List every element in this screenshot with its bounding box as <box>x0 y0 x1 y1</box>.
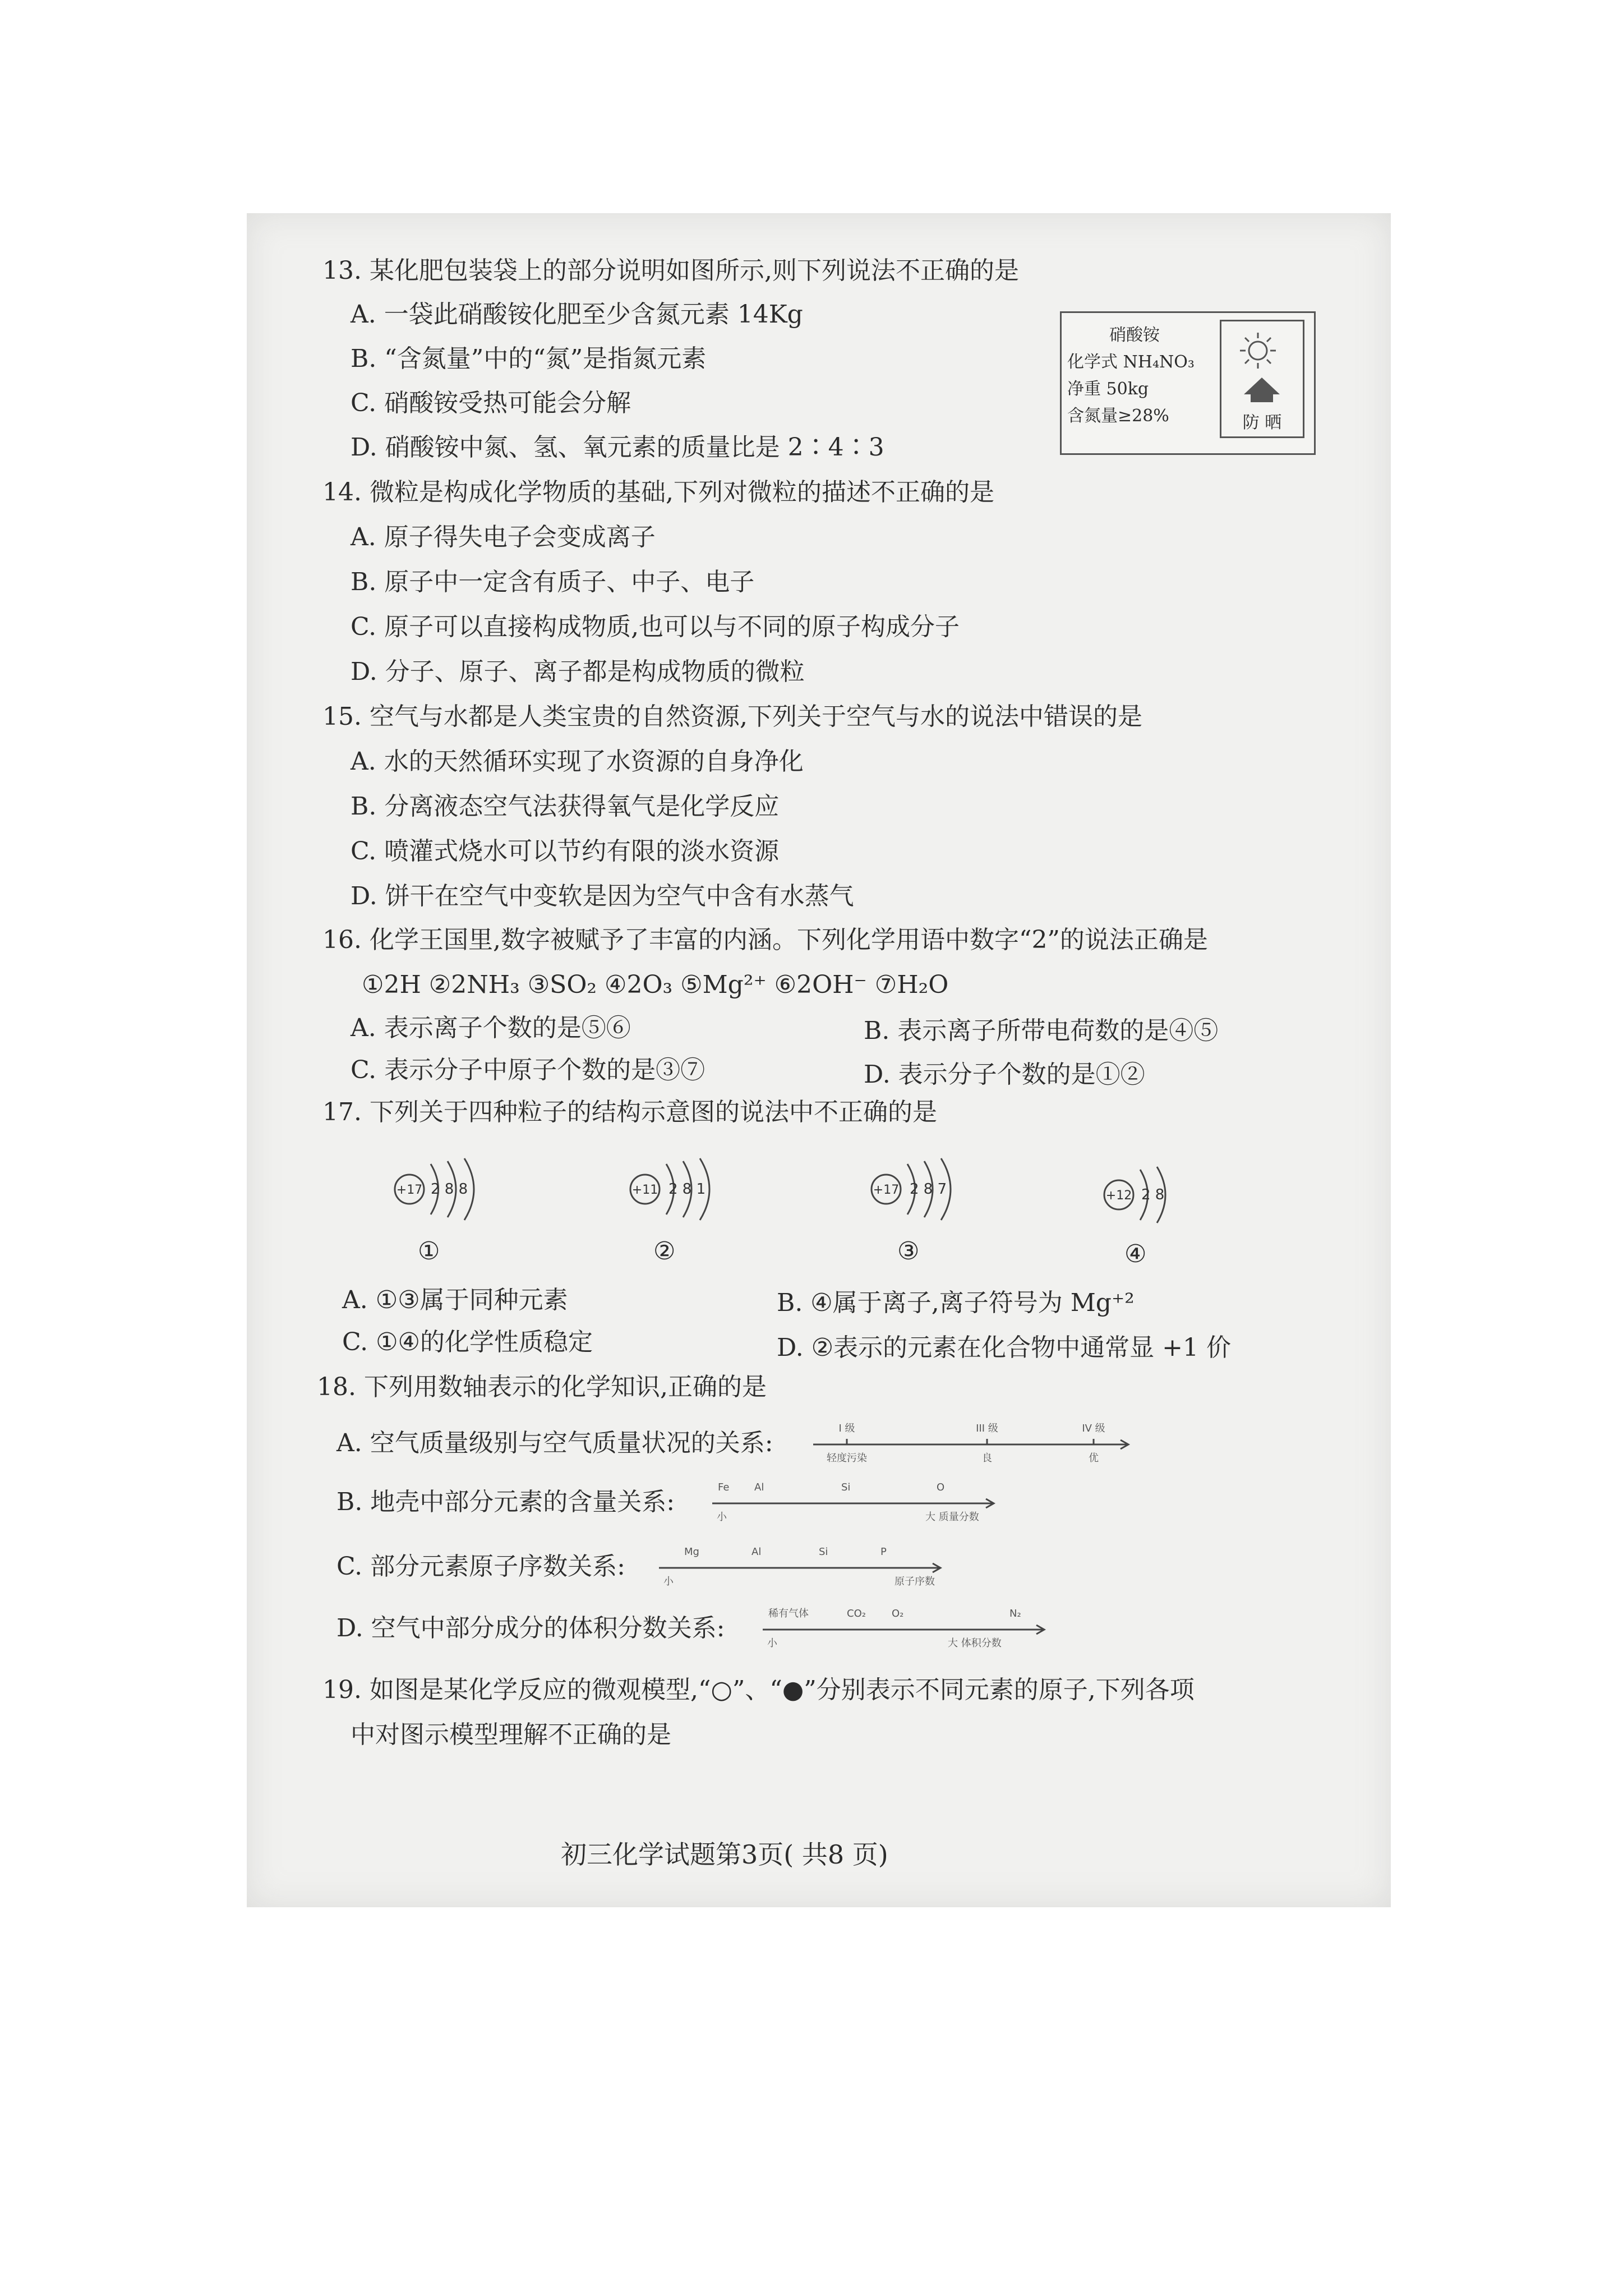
particle-3-nucleus: +17 <box>873 1183 900 1197</box>
q15-stem: 15. 空气与水都是人类宝贵的自然资源,下列关于空气与水的说法中错误的是 <box>322 702 1142 731</box>
particle-2-number: ② <box>653 1237 676 1266</box>
particle-diagram-2 <box>623 1150 751 1253</box>
q15-option-a: A. 水的天然循环实现了水资源的自身净化 <box>351 747 804 776</box>
q14-option-d: D. 分子、原子、离子都是构成物质的微粒 <box>351 657 805 686</box>
particle-4-number: ④ <box>1124 1240 1147 1268</box>
axis-c-top-1: Mg <box>684 1546 699 1558</box>
axis-b-top-4: O <box>937 1481 945 1493</box>
page-footer: 初三化学试题第3页( 共8 页) <box>561 1839 888 1870</box>
particle-1-number: ① <box>418 1237 440 1266</box>
q14-option-a: A. 原子得失电子会变成离子 <box>351 523 656 551</box>
q15-option-d: D. 饼干在空气中变软是因为空气中含有水蒸气 <box>351 882 854 910</box>
q18-option-d: D. 空气中部分成分的体积分数关系: <box>336 1614 725 1642</box>
axis-d-top-2: CO₂ <box>847 1608 866 1619</box>
sun-house-icon <box>1221 321 1303 406</box>
axis-a-bottom-2: 良 <box>982 1452 992 1464</box>
axis-b-top-3: Si <box>841 1481 851 1493</box>
q16-stem: 16. 化学王国里,数字被赋予了丰富的内涵。下列化学用语中数字“2”的说法正确是 <box>322 926 1208 954</box>
q18-stem: 18. 下列用数轴表示的化学知识,正确的是 <box>317 1373 767 1401</box>
q18-axis-c <box>659 1543 951 1593</box>
q17-option-b: B. ④属于离子,离子符号为 Mg⁺² <box>777 1289 1135 1317</box>
axis-a-top-1: I 级 <box>838 1423 855 1434</box>
q17-stem: 17. 下列关于四种粒子的结构示意图的说法中不正确的是 <box>322 1098 937 1126</box>
q17-option-c: C. ①④的化学性质稳定 <box>342 1328 593 1356</box>
axis-d-top-3: O₂ <box>892 1608 904 1619</box>
axis-b-right: 大 质量分数 <box>925 1511 979 1523</box>
q14-option-c: C. 原子可以直接构成物质,也可以与不同的原子构成分子 <box>351 613 960 641</box>
axis-c-left: 小 <box>663 1576 674 1588</box>
axis-c-right: 原子序数 <box>895 1576 935 1588</box>
particle-1-nucleus: +17 <box>396 1183 423 1197</box>
q13-option-d: D. 硝酸铵中氮、氢、氧元素的质量比是 2∶4∶3 <box>351 433 884 462</box>
axis-d-top-4: N₂ <box>1009 1608 1021 1619</box>
fertilizer-nitrogen-content: 含氮量≥28% <box>1067 406 1169 426</box>
fertilizer-name: 硝酸铵 <box>1109 325 1160 345</box>
axis-d-left: 小 <box>767 1637 777 1649</box>
particle-diagram-4 <box>1096 1156 1209 1253</box>
q19-stem: 19. 如图是某化学反应的微观模型,“○”、“●”分别表示不同元素的原子,下列各项 <box>322 1676 1195 1704</box>
axis-b-top-1: Fe <box>718 1481 730 1493</box>
particle-3-shells: 2 8 7 <box>910 1181 947 1198</box>
sun-warning-box <box>1220 320 1304 438</box>
q18-option-c: C. 部分元素原子序数关系: <box>336 1552 625 1581</box>
q19-stem-line2: 中对图示模型理解不正确的是 <box>351 1720 671 1749</box>
q14-stem: 14. 微粒是构成化学物质的基础,下列对微粒的描述不正确的是 <box>322 478 994 507</box>
q18-option-a: A. 空气质量级别与空气质量状况的关系: <box>336 1429 773 1457</box>
q18-axis-d <box>763 1604 1054 1655</box>
q16-option-a: A. 表示离子个数的是⑤⑥ <box>351 1014 631 1042</box>
axis-c-top-3: Si <box>819 1546 828 1558</box>
axis-a-top-3: IV 级 <box>1082 1423 1105 1434</box>
axis-a-bottom-1: 轻度污染 <box>827 1452 867 1464</box>
particle-1-shells: 2 8 8 <box>431 1181 468 1198</box>
q13-option-b: B. “含氮量”中的“氮”是指氮元素 <box>351 344 707 373</box>
axis-a-top-2: III 级 <box>976 1423 998 1434</box>
q15-option-c: C. 喷灌式烧水可以节约有限的淡水资源 <box>351 837 780 866</box>
q15-option-b: B. 分离液态空气法获得氧气是化学反应 <box>351 792 780 821</box>
q16-option-b: B. 表示离子所带电荷数的是④⑤ <box>864 1016 1219 1045</box>
q13-stem: 13. 某化肥包装袋上的部分说明如图所示,则下列说法不正确的是 <box>322 256 1019 285</box>
axis-a-bottom-3: 优 <box>1089 1452 1099 1464</box>
q18-axis-a <box>813 1419 1138 1470</box>
axis-d-top-1: 稀有气体 <box>768 1608 809 1619</box>
fertilizer-formula: 化学式 NH₄NO₃ <box>1067 352 1195 372</box>
q16-option-d: D. 表示分子个数的是①② <box>864 1060 1145 1089</box>
particle-4-shells: 2 8 <box>1141 1186 1165 1203</box>
q13-option-a: A. 一袋此硝酸铵化肥至少含氮元素 14Kg <box>351 300 803 329</box>
axis-c-top-4: P <box>880 1546 887 1558</box>
q13-option-c: C. 硝酸铵受热可能会分解 <box>351 389 631 417</box>
q18-axis-b <box>712 1478 1004 1529</box>
particle-4-nucleus: +12 <box>1105 1189 1132 1203</box>
particle-diagram-3 <box>864 1150 993 1253</box>
particle-2-shells: 2 8 1 <box>668 1181 706 1198</box>
q17-option-d: D. ②表示的元素在化合物中通常显 +1 价 <box>777 1333 1231 1362</box>
particle-3-number: ③ <box>897 1237 920 1266</box>
particle-diagram-1 <box>387 1150 516 1253</box>
particle-2-nucleus: +11 <box>631 1183 658 1197</box>
fertilizer-net-weight: 净重 50kg <box>1067 379 1149 399</box>
q18-option-b: B. 地壳中部分元素的含量关系: <box>336 1488 675 1516</box>
q17-option-a: A. ①③属于同种元素 <box>342 1286 568 1314</box>
q16-symbols: ①2H ②2NH₃ ③SO₂ ④2O₃ ⑤Mg²⁺ ⑥2OH⁻ ⑦H₂O <box>362 970 949 999</box>
q14-option-b: B. 原子中一定含有质子、中子、电子 <box>351 568 755 596</box>
q16-option-c: C. 表示分子中原子个数的是③⑦ <box>351 1056 706 1084</box>
axis-b-left: 小 <box>717 1511 727 1523</box>
axis-b-top-2: Al <box>754 1481 764 1493</box>
axis-c-top-2: Al <box>751 1546 762 1558</box>
sun-warning-label: 防 晒 <box>1242 413 1282 432</box>
axis-d-right: 大 体积分数 <box>948 1637 1002 1649</box>
